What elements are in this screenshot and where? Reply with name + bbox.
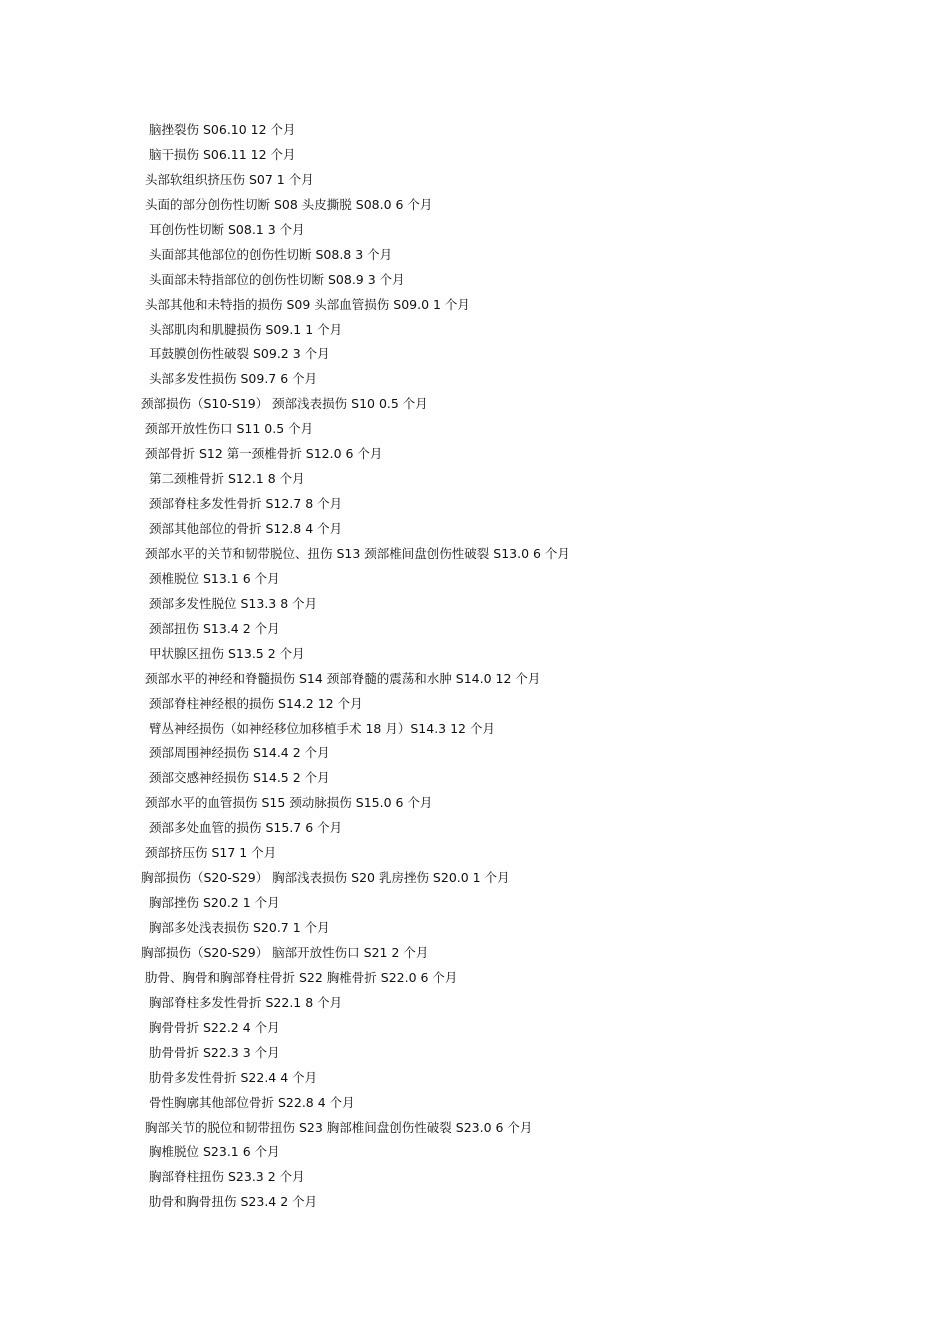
text-line: 胸骨骨折 S22.2 4 个月	[149, 1019, 280, 1035]
text-line: 甲状腺区扭伤 S13.5 2 个月	[149, 645, 305, 661]
text-line: 颈部扭伤 S13.4 2 个月	[149, 620, 280, 636]
text-line: 颈部周围神经损伤 S14.4 2 个月	[149, 745, 330, 761]
text-line: 头部其他和未特指的损伤 S09 头部血管损伤 S09.0 1 个月	[145, 296, 470, 312]
text-line: 头面部未特指部位的创伤性切断 S08.9 3 个月	[149, 271, 405, 287]
text-line: 头部多发性损伤 S09.7 6 个月	[149, 371, 318, 387]
text-line: 第二颈椎骨折 S12.1 8 个月	[149, 471, 305, 487]
text-line: 脑干损伤 S06.11 12 个月	[149, 146, 296, 162]
text-line: 颈部脊柱多发性骨折 S12.7 8 个月	[149, 496, 343, 512]
text-line: 头面的部分创伤性切断 S08 头皮撕脱 S08.0 6 个月	[145, 196, 433, 212]
text-line: 头面部其他部位的创伤性切断 S08.8 3 个月	[149, 246, 393, 262]
text-line: 头部肌肉和肌腱损伤 S09.1 1 个月	[149, 321, 343, 337]
text-line: 脑挫裂伤 S06.10 12 个月	[149, 122, 296, 137]
text-line: 颈部交感神经损伤 S14.5 2 个月	[149, 770, 330, 786]
text-line: 颈部损伤（S10-S19） 颈部浅表损伤 S10 0.5 个月	[141, 396, 428, 412]
text-line: 臂丛神经损伤（如神经移位加移植手术 18 月）S14.3 12 个月	[149, 720, 495, 736]
text-line: 耳鼓膜创伤性破裂 S09.2 3 个月	[149, 346, 330, 362]
text-line: 肋骨、胸骨和胸部脊柱骨折 S22 胸椎骨折 S22.0 6 个月	[145, 969, 458, 985]
text-line: 颈部开放性伤口 S11 0.5 个月	[145, 421, 314, 437]
document-body	[0, 118, 950, 1215]
text-line: 颈部骨折 S12 第一颈椎骨折 S12.0 6 个月	[145, 446, 383, 462]
text-line: 胸部多处浅表损伤 S20.7 1 个月	[149, 920, 330, 935]
text-line: 头部软组织挤压伤 S07 1 个月	[145, 171, 314, 187]
text-line: 胸部损伤（S20-S29） 胸部浅表损伤 S20 乳房挫伤 S20.0 1 个月	[141, 870, 510, 886]
text-line: 耳创伤性切断 S08.1 3 个月	[149, 221, 305, 237]
text-line: 颈部脊柱神经根的损伤 S14.2 12 个月	[149, 695, 363, 711]
text-line: 肋骨和胸骨扭伤 S23.4 2 个月	[149, 1194, 318, 1210]
text-line: 肋骨骨折 S22.3 3 个月	[149, 1044, 280, 1060]
text-line: 胸椎脱位 S23.1 6 个月	[149, 1144, 280, 1160]
text-line: 胸部关节的脱位和韧带扭伤 S23 胸部椎间盘创伤性破裂 S23.0 6 个月	[145, 1119, 533, 1135]
text-line: 肋骨多发性骨折 S22.4 4 个月	[149, 1069, 318, 1085]
text-line: 胸部脊柱扭伤 S23.3 2 个月	[149, 1169, 305, 1185]
text-line: 颈部水平的关节和韧带脱位、扭伤 S13 颈部椎间盘创伤性破裂 S13.0 6 个月	[145, 545, 570, 561]
text-line: 颈椎脱位 S13.1 6 个月	[149, 570, 280, 586]
text-line: 颈部多处血管的损伤 S15.7 6 个月	[149, 820, 343, 836]
text-line: 颈部水平的神经和脊髓损伤 S14 颈部脊髓的震荡和水肿 S14.0 12 个月	[145, 670, 541, 686]
text-line: 颈部多发性脱位 S13.3 8 个月	[149, 595, 318, 611]
text-line: 胸部损伤（S20-S29） 脑部开放性伤口 S21 2 个月	[141, 944, 429, 960]
text-line: 骨性胸廓其他部位骨折 S22.8 4 个月	[149, 1094, 355, 1110]
text-line: 胸部脊柱多发性骨折 S22.1 8 个月	[149, 994, 343, 1010]
text-line: 颈部挤压伤 S17 1 个月	[145, 845, 277, 861]
text-line: 颈部水平的血管损伤 S15 颈动脉损伤 S15.0 6 个月	[145, 795, 433, 811]
text-line: 颈部其他部位的骨折 S12.8 4 个月	[149, 521, 343, 536]
text-line: 胸部挫伤 S20.2 1 个月	[149, 895, 280, 911]
